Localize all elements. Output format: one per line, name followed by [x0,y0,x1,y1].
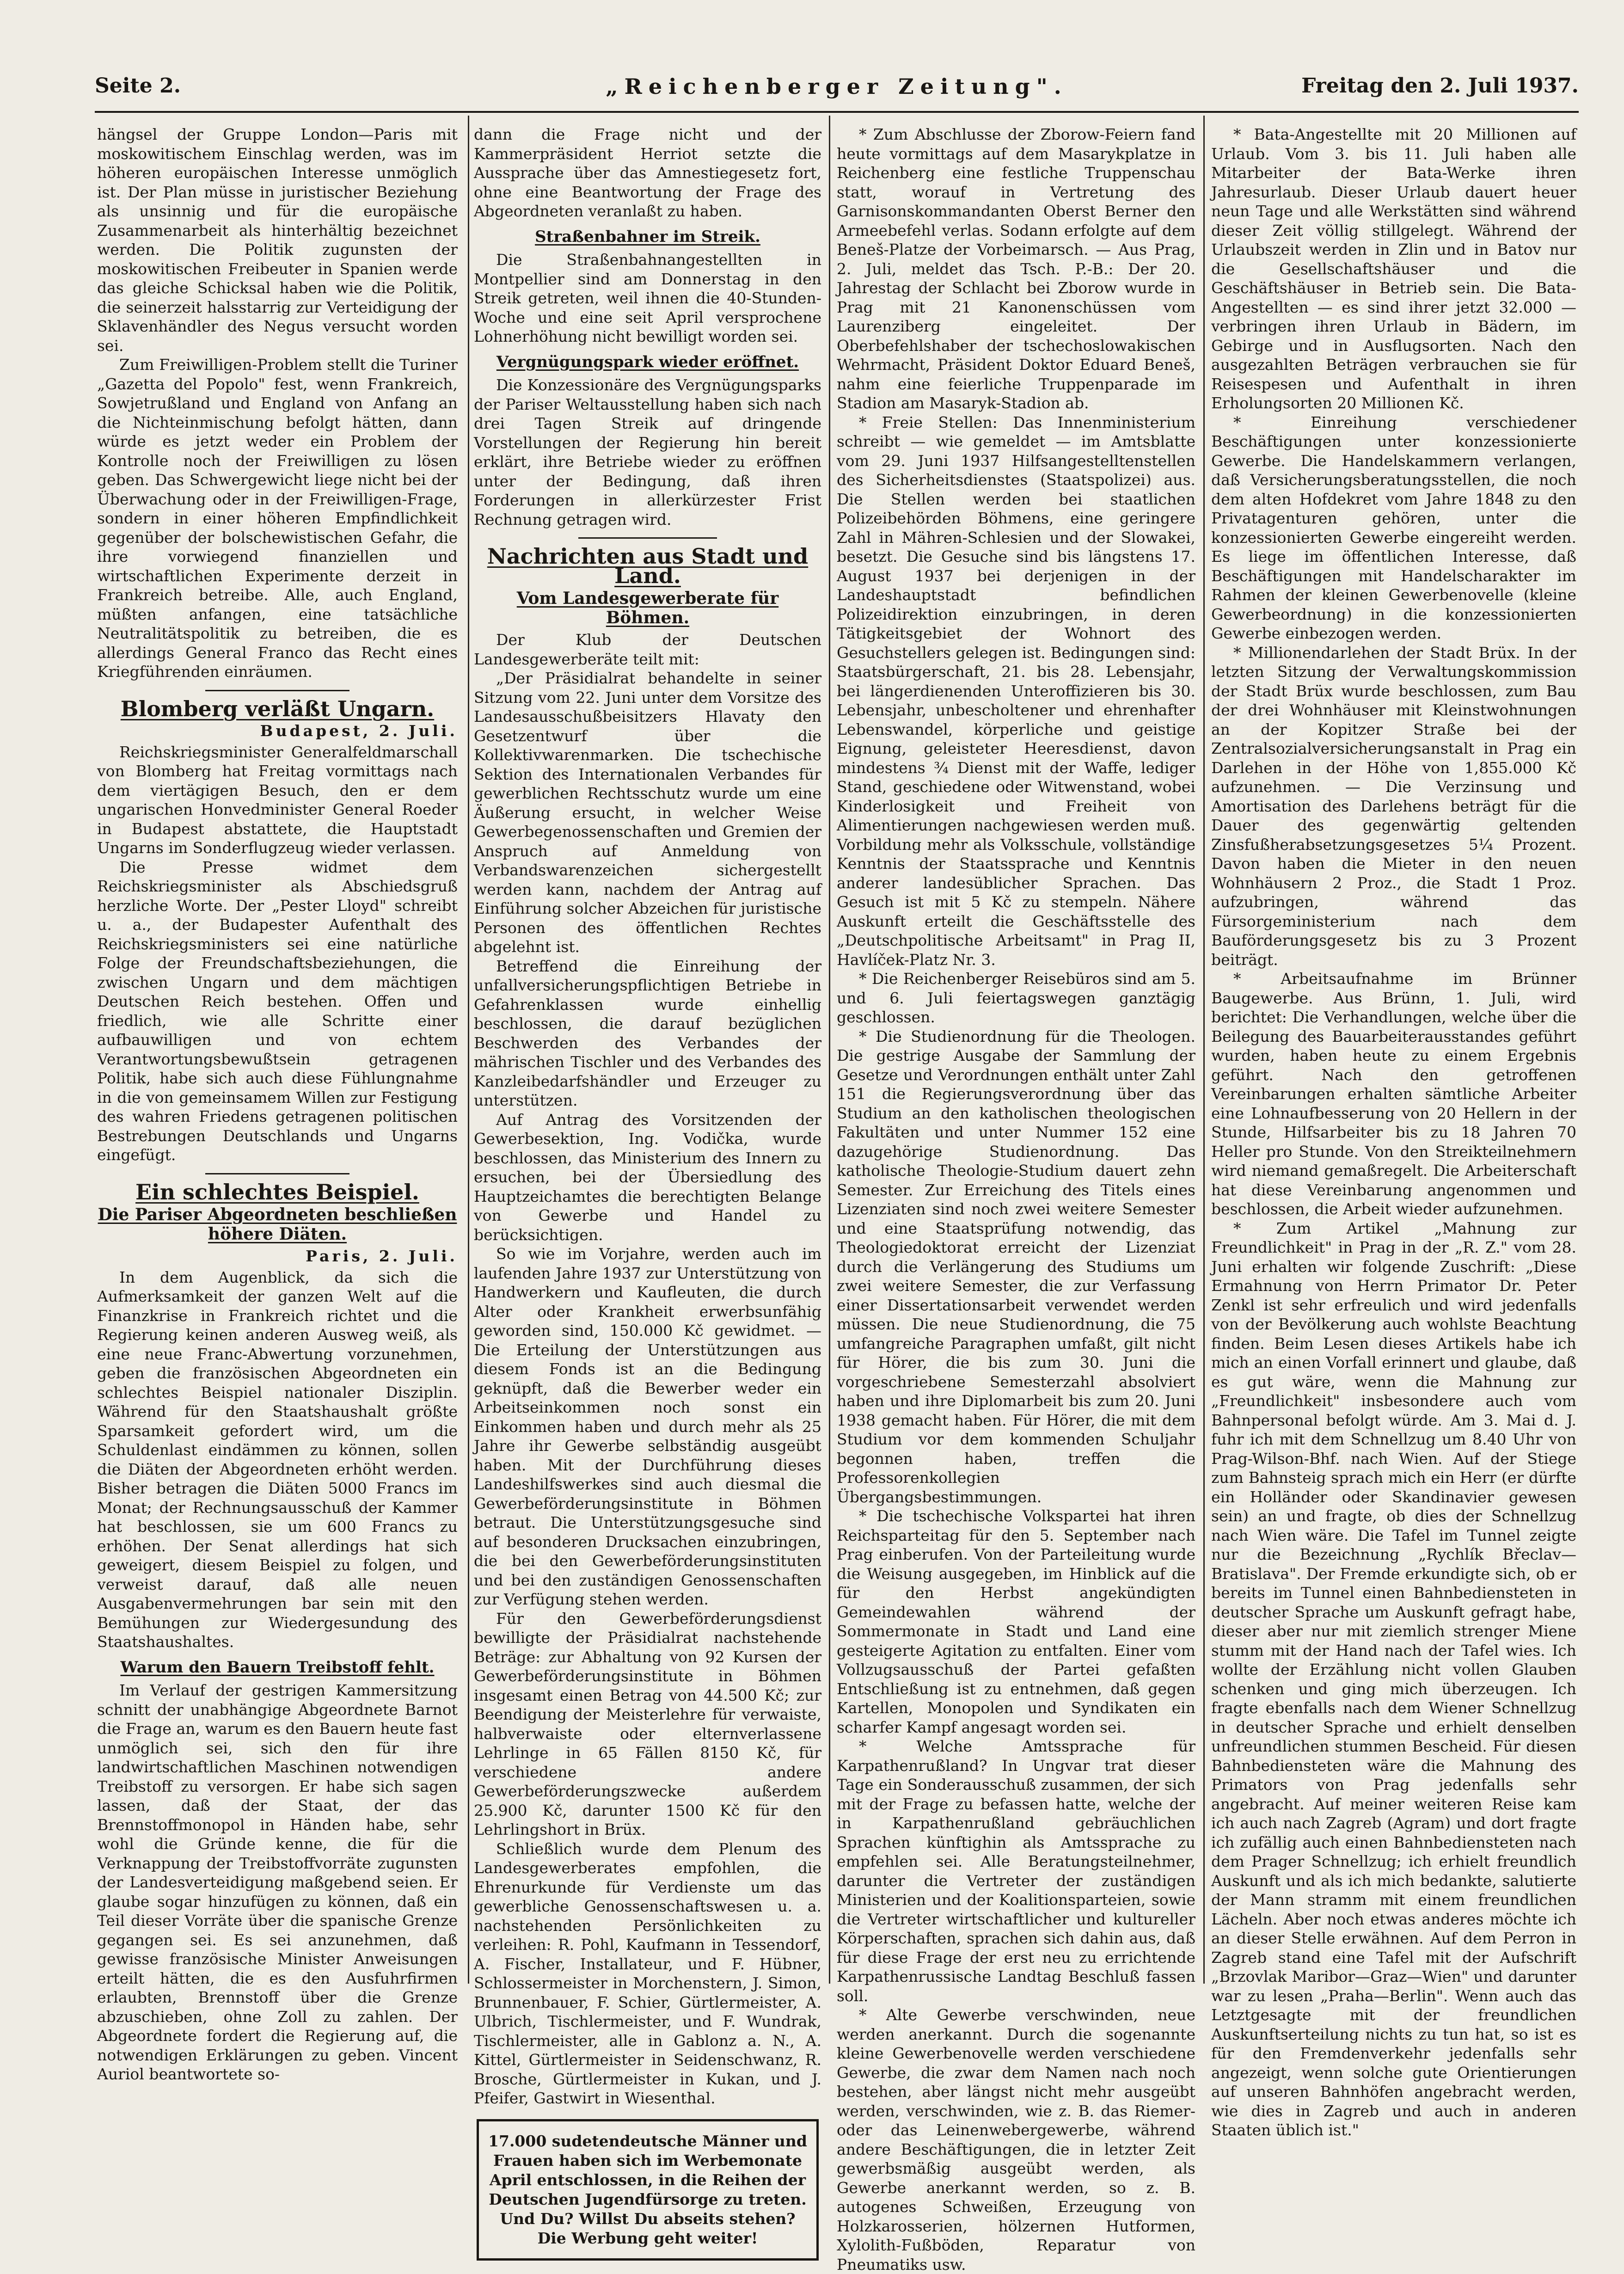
dateline: Paris, 2. Juli. [306,1247,458,1265]
header-rule [95,111,1579,113]
article-text: Im Verlauf der gestrigen Kammersitzung schnitt der unabhängige Abgeordnete Barnot die Frage an, warum es den Bauern heute fast unmöglich sei, sich den für ihre landwirtschaftlichen Maschinen notwendigen Treibstoff zu versorgen. Er habe sich sagen lassen, daß der Staat, der das Brennstoffmonopol in Händen habe, sehr wohl die Gründe kenne, die für die Verknappung der Treibstoffvorräte zugunsten der Landesverteidigung maßgebend seien. Er glaube sogar hinzufügen zu können, daß ein Teil dieser Vorräte über die spanische Grenze gegangen sei. Es sei anzunehmen, daß gewisse französische Minister Anweisungen erteilt hätten, die es den Ausfuhrfirmen erlaubten, Brennstoff über die Grenze abzuschieben, ohne Zoll zu zahlen. Der Abgeordnete fordert die Regierung auf, die notwendigen Erklärungen zu geben. Vincent Auriol beantwortete so- [97,1681,458,2083]
article-text: Die Presse widmet dem Reichskriegsminister als Abschiedsgruß herzliche Worte. Der „Pester Lloyd" schreibt u. a., der Budapester Aufenthalt des Reichskriegsministers sei eine natürliche Folge der Freundschaftsbeziehungen, die zwischen Ungarn und dem mächtigen Deutschen Reich bestehen. Offen und friedlich, wie alle Schritte einer aufbauwilligen und von echtem Verantwortungsbewußtsein getragenen Politik, habe sich auch diese Fühlungnahme in die von gemeinsamem Willen zur Festigung des wahren Friedens getragenen politischen Bestrebungen Deutschlands und Ungarns eingefügt. [97,858,458,1164]
masthead: „Reichenberger Zeitung". [606,74,1068,99]
article-text: Zum Freiwilligen-Problem stellt die Turiner „Gazetta del Popolo" fest, wenn Frankreich, Sowjetrußland und England von Anfang an die Nichteinmischung befolgt hätten, dann würde es jetzt weder ein Problem der Kontrolle noch der Freiwilligen zu lösen geben. Das Schwergewicht liege nicht bei der Überwachung oder in der Freiwilligen-Frage, sondern in einer höheren Empfindlichkeit gegenüber der bolschewistischen Gefahr, die ihre vorwiegend finanziellen und wirtschaftlichen Experimente derzeit in Frankreich betreibe. Alle, auch England, müßten anfangen, eine tatsächliche Neutralitätspolitik zu betreiben, die es allerdings General Franco das Recht eines Kriegführenden einräumen. [97,356,458,681]
section-rule [205,690,349,691]
headline-beispiel: Ein schlechtes Beispiel. [135,1179,419,1205]
news-item: * Zum Abschlusse der Zborow-Feiern fand heute vormittags auf dem Masarykplatze in Reichenberg eine festliche Truppenschau statt, worauf in Vertretung des Garnisonskommandanten Oberst Berner den Armeebefehl verlas. Sodann erfolgte auf dem Beneš-Platze der Vorbeimarsch. — Aus Prag, 2. Juli, meldet das Tsch. P.-B.: Der 20. Jahrestag der Schlacht bei Zborow wurde in Prag mit 21 Kanonenschüssen vom Laurenziberg eingeleitet. Der Oberbefehlshaber der tschechoslowakischen Wehrmacht, Präsident Doktor Eduard Beneš, nahm eine feierliche Truppenparade im Stadion am Masaryk-Stadion ab. [837,125,1195,412]
article-text: Für den Gewerbeförderungsdienst bewilligte der Präsidialrat nachstehende Beträge: zur Abhaltung von 92 Kursen der Gewerbeförderungsinstitute in Böhmen insgesamt einen Betrag von 44.500 Kč; zur Beendigung der Meisterlehre für verwaiste, halbverwaiste oder elternverlassene Lehrlinge in 65 Fällen 8150 Kč, für verschiedene andere Gewerbeförderungszwecke außerdem 25.900 Kč, darunter 1500 Kč für den Lehrlingshort in Brüx. [474,1609,821,1838]
dateline: Budapest, 2. Juli. [260,722,458,740]
headline-treibstoff: Warum den Bauern Treibstoff fehlt. [120,1658,435,1677]
article-text: Schließlich wurde dem Plenum des Landesgewerberates empfohlen, die Ehrenurkunde für Verdienste um das gewerbliche Genossenschaftswesen u. a. nachstehenden Persönlichkeiten zu verleihen: R. Pohl, Kaufmann in Tessendorf, A. Fischer, Installateur, und F. Hübner, Schlossermeister in Morchenstern, J. Simon, Brunnenbauer, F. Schier, Gürtlermeister, A. Ulbrich, Tischlermeister, und F. Wundrak, Tischlermeister, alle in Gablonz a. N., A. Kittel, Gürtlermeister in Seidenschwanz, R. Brosche, Gürtlermeister in Kukan, und J. Pfeifer, Gastwirt in Wiesenthal. [474,1839,821,2107]
news-item: * Alte Gewerbe verschwinden, neue werden anerkannt. Durch die sogenannte kleine Gewerbenovelle werden verschiedene Gewerbe, die zwar dem Namen nach noch bestehen, aber längst nicht mehr ausgeübt werden, verschwinden, wie z. B. das Riemer- oder das Leinenwebergewerbe, während andere Beschäftigungen, die in letzter Zeit gewerbsmäßig ausgeübt werden, als Gewerbe anerkannt werden, so z. B. autogenes Schweißen, Erzeugung von Holzkarosserien, hölzernen Hutformen, Xylolith-Fußböden, Reparatur von Pneumatiks usw. [837,2006,1195,2274]
news-item: * Bata-Angestellte mit 20 Millionen auf Urlaub. Vom 3. bis 11. Juli haben alle Mitarbeiter der Bata-Werke ihren Jahresurlaub. Dieser Urlaub dauert heuer neun Tage und alle Werkstätten sind während dieser Zeit völlig stillgelegt. Während der Urlaubszeit werden in Zlin und in Batov nur die Gesellschaftshäuser und die Geschäftshäuser in Betrieb sein. Die Bata-Angestellten — es sind ihrer jetzt 32.000 — verbringen ihren Urlaub in Bädern, im Gebirge und in Ausflugsorten. Nach den ausgezahlten Beträgen verbrauchen sie für Reisespesen und Aufenthalt in ihren Erholungsorten 20 Millionen Kč. [1211,125,1576,412]
headline-strassenbahner: Straßenbahner im Streik. [535,227,760,246]
article-text: Die Konzessionäre des Vergnügungsparks der Pariser Weltausstellung haben sich nach drei Tagen Streik auf dringende Vorstellungen der Regierung hin bereit erklärt, ihre Betriebe wieder zu eröffnen unter der Bedingung, daß ihren Forderungen in allerkürzester Frist Rechnung getragen wird. [474,376,821,529]
news-item: * Zum Artikel „Mahnung zur Freundlichkeit" in Prag in der „R. Z." vom 28. Juni erhalten wir folgende Zuschrift: „Diese Ermahnung von Herrn Primator Dr. Peter Zenkl ist sehr erfreulich und wird jedenfalls von der Bevölkerung auch wohlste Beachtung finden. Beim Lesen dieses Artikels habe ich mich an einen Vorfall erinnert und glaube, daß es gut wäre, wenn die Mahnung zur „Freundlichkeit" insbesondere auch vom Bahnpersonal befolgt würde. Am 3. Mai d. J. fuhr ich mit dem Schnellzug um 8.40 Uhr von Prag-Wilson-Bhf. nach Wien. Auf der Stiege zum Bahnsteig sprach mich ein Herr (er dürfte ein Holländer oder Skandinavier gewesen sein) an und fragte, ob dies der Schnellzug nach Wien wäre. Die Tafel im Tunnel zeigte nur die Bezeichnung „Rychlík Břeclav—Bratislava". Der Fremde erkundigte sich, ob er bereits im Tunnel einen Bahnbediensteten in deutscher Sprache um Auskunft gefragt habe, dieser aber nur mit ziemlich strenger Miene stumm mit der Hand nach der Tafel wies. Ich wollte der Erzählung nicht vollen Glauben schenken und ging mich überzeugen. Ich fragte ebenfalls nach dem Wiener Schnellzug in deutscher Sprache und erhielt denselben unfreundlichen stummen Bescheid. Für diesen Bahnbediensteten wäre die Mahnung des Primators von Prag jedenfalls sehr angebracht. Auf meiner weiteren Reise kam ich auch nach Zagreb (Agram) und dort fragte ich zufällig auch einen Bahnbediensteten nach dem Prager Schnellzug; ich erhielt freundlich Auskunft und als ich mich bedankte, salutierte der Mann stramm mit einem freundlichen Lächeln. Aber noch etwas anderes möchte ich an dieser Stelle erwähnen. Auf dem Perron in Zagreb stand eine Tafel mit der Aufschrift „Brzovlak Maribor—Graz—Wien" und darunter war zu lesen „Praha—Berlin". Wenn auch das Letztgesagte mit der freundlichen Auskunftserteilung nichts zu tun hat, so ist es für den Fremdenverkehr jedenfalls sehr angezeigt, wenn solche gute Orientierungen auf unseren Bahnhöfen angebracht werden, wie dies in Zagreb und auch in anderen Staaten üblich ist." [1211,1219,1576,2139]
column-2 [474,125,821,2247]
news-item: * Welche Amtssprache für Karpathenrußland? In Ungvar trat dieser Tage ein Sonderausschuß zusammen, der sich mit der Frage zu befassen hatte, welche der in Karpathenrußland gebräuchlichen Sprachen künftighin als Amtssprache zu empfehlen sei. Alle Beratungsteilnehmer, darunter die Vertreter der zuständigen Ministerien und der Koalitionsparteien, sowie die Vertreter wirtschaftlicher und kultureller Körperschaften, sprachen sich dahin aus, daß für diese Frage der erst neu zu errichtende Karpathenrussische Landtag Beschluß fassen soll. [837,1737,1195,2005]
article-text: Der Klub der Deutschen Landesgewerberäte teilt mit: [474,631,821,668]
jugendfuersorge-box: 17.000 sudetendeutsche Männer und Frauen haben sich im Werbemonate April entschlossen, in die Reihen der Deutschen Jugendfürsorge zu treten. Und Du? Willst Du abseits stehen? Die Werbung geht weiter! [477,2119,819,2261]
article-text: hängsel der Gruppe London—Paris mit moskowitischem Einschlag werden, was im höheren europäischen Interesse unmöglich ist. Der Plan müsse in juristischer Beziehung als unsinnig und für die europäische Zusammenarbeit als hinterhältig bezeichnet werden. Die Politik zugunsten der moskowitischen Freibeuter in Spanien werde das gleiche Schicksal haben wie die Politik, die seinerzeit halsstarrig zur Verteidigung der Sklavenhändler des Negus versucht worden sei. [97,125,458,355]
news-item: * Einreihung verschiedener Beschäftigungen unter konzessionierte Gewerbe. Die Handelskammern verlangen, daß Versicherungsberatungsstellen, die noch dem alten Hofdekret vom Jahre 1848 zu den Privatagenturen gehören, unter die konzessionierten Gewerbe eingereiht werden. Es liege im öffentlichen Interesse, daß Beschäftigungen mit Handelscharakter im Rahmen der kleinen Gewerbenovelle (kleine Gewerbeordnung) in die konzessionierten Gewerbe einbezogen werden. [1211,413,1576,642]
article-text: In dem Augenblick, da sich die Aufmerksamkeit der ganzen Welt auf die Finanzkrise in Frankreich richtet und die Regierung keinen anderen Ausweg weiß, als eine neue Franc-Abwertung vorzunehmen, geben die französischen Abgeordneten ein schlechtes Beispiel nationaler Disziplin. Während für den Staatshaushalt größte Sparsamkeit gefordert wird, um die Schuldenlast eindämmen zu können, sollen die Diäten der Abgeordneten erhöht werden. Bisher betragen die Diäten 5000 Francs im Monat; der Rechnungsausschuß der Kammer hat beschlossen, sie um 600 Francs zu erhöhen. Der Senat allerdings hat sich geweigert, diesem Beispiel zu folgen, und verweist darauf, daß alle neuen Ausgabenvermehrungen bar sein mit den Bemühungen zur Wiedergesundung des Staatshaushaltes. [97,1268,458,1651]
article-text: „Der Präsidialrat behandelte in seiner Sitzung vom 22. Juni unter dem Vorsitze des Landesausschußbeisitzers Hlavaty den Gesetzentwurf über die Kollektivwarenmarken. Die tschechische Sektion des Internationalen Verbandes für gewerblichen Rechtsschutz wurde um eine Äußerung ersucht, in welcher Weise Gewerbegenossenschaften und Gremien der Anspruch auf Anmeldung von Verbandswarenzeichen sichergestellt werden kann, nachdem der Antrag auf Einführung solcher Abzeichen für juristische Personen des öffentlichen Rechtes abgelehnt ist. [474,669,821,956]
news-item: * Die Studienordnung für die Theologen. Die gestrige Ausgabe der Sammlung der Gesetze und Verordnungen enthält unter Zahl 151 die Regierungsverordnung über das Studium an den katholischen theologischen Fakultäten und unter Nummer 152 eine dazugehörige Studienordnung. Das katholische Theologie-Studium dauert zehn Semester. Zur Erreichung des Titels eines Lizenziaten sind noch zwei weitere Semester und eine Staatsprüfung notwendig, das Theologiedoktorat erreicht der Lizenziat durch die Verlängerung des Studiums um zwei weitere Semester, die zur Verfassung einer Dissertationsarbeit verwendet werden müssen. Die neue Studienordnung, die 75 umfangreiche Paragraphen umfaßt, gilt nicht für Hörer, die bis zum 30. Juni die vorgeschriebene Semesterzahl absolviert haben und ihre Diplomarbeit bis zum 20. Juni 1938 gemacht haben. Für Hörer, die mit dem Studium vor dem kommenden Schuljahr begonnen haben, treffen die Professorenkollegien Übergangsbestimmungen. [837,1027,1195,1506]
article-text: Reichskriegsminister Generalfeldmarschall von Blomberg hat Freitag vormittags nach dem viertägigen Besuch, den er dem ungarischen Honvedminister General Roeder in Budapest abstattete, die Hauptstadt Ungarns im Sonderflugzeug wieder verlassen. [97,743,458,857]
article-text: Betreffend die Einreihung der unfallversicherungspflichtigen Betriebe in Gefahrenklassen wurde einhellig beschlossen, die darauf bezüglichen Beschwerden des Verbandes der mährischen Tischler und des Verbandes des Kanzleibedarfshändler und Erzeuger zu unterstützen. [474,957,821,1109]
article-text: Auf Antrag des Vorsitzenden der Gewerbesektion, Ing. Vodička, wurde beschlossen, das Ministerium des Innern zu ersuchen, bei der Übersiedlung des Hauptzeichamtes die berechtigten Belange von Gewerbe und Handel zu berücksichtigen. [474,1110,821,1244]
column-3 [837,125,1195,2274]
column-rule [1203,116,1205,1984]
column-4 [1211,125,1576,2139]
column-1 [97,125,458,2083]
headline-landesgewerberat: Vom Landesgewerberate für Böhmen. [516,589,779,627]
page-number: Seite 2. [95,74,181,98]
page-header [95,74,1579,106]
news-item: * Die tschechische Volkspartei hat ihren Reichsparteitag für den 5. September nach Prag einberufen. Von der Parteileitung wurde die Weisung ausgegeben, im Hinblick auf die für den Herbst angekündigten Gemeindewahlen während der Sommermonate in Stadt und Land eine gesteigerte Agitation zu entfalten. Einer vom Vollzugsausschuß der Partei gefaßten Entschließung ist zu entnehmen, daß gegen Kartellen, Monopolen und Syndikaten ein scharfer Kampf angesagt worden sei. [837,1507,1195,1736]
column-rule [468,116,469,1984]
section-rule [205,1173,349,1174]
issue-date: Freitag den 2. Juli 1937. [1301,74,1579,98]
section-rule [578,537,717,539]
article-text: So wie im Vorjahre, werden auch im laufenden Jahre 1937 zur Unterstützung von Handwerkern und Kaufleuten, die durch Alter oder Krankheit erwerbsunfähig geworden sind, 150.000 Kč gewidmet. — Die Erteilung der Unterstützungen aus diesem Fonds ist an die Bedingung geknüpft, daß die Bewerber weder ein Arbeitseinkommen noch sonst ein Einkommen haben und durch mehr als 25 Jahre ihr Gewerbe selbständig ausgeübt haben. Mit der Durchführung dieses Landeshilfswerkes sind auch diesmal die Gewerbeförderungsinstitute in Böhmen betraut. Die Unterstützungsgesuche sind auf besonderen Drucksachen einzubringen, die bei den Gewerbeförderungsinstituten und bei den zuständigen Genossenschaften zur Verfügung stehen werden. [474,1245,821,1608]
headline-vergnuegungspark: Vergnügungspark wieder eröffnet. [496,352,799,371]
news-item: * Die Reichenberger Reisebüros sind am 5. und 6. Juli feiertagswegen ganztägig geschlossen. [837,970,1195,1026]
article-text: Die Straßenbahnangestellten in Montpellier sind am Donnerstag in den Streik getreten, weil ihnen die 40-Stunden-Woche und eine seit April versprochene Lohnerhöhung nicht bewilligt worden sei. [474,251,821,345]
news-item: * Freie Stellen: Das Innenministerium schreibt — wie gemeldet — im Amtsblatte vom 29. Juni 1937 Hilfsangestelltenstellen des Sicherheitsdienstes (Staatspolizei) aus. Die Stellen werden bei staatlichen Polizeibehörden Böhmens, eine geringere Zahl in Mähren-Schlesien und der Slowakei, besetzt. Die Gesuche sind bis längstens 17. August 1937 bei derjenigen in der Landeshauptstadt befindlichen Polizeidirektion einzubringen, in deren Tätigkeitsgebiet der Wohnort des Gesuchstellers gelegen ist. Bedingungen sind: Staatsbürgerschaft, 21. bis 28. Lebensjahr, bei längerdienenden Unteroffizieren bis 30. Lebensjahr, unbescholtener und ehrenhafter Lebenswandel, körperliche und geistige Eignung, geleisteter Heeresdienst, davon mindestens ¾ Dienst mit der Waffe, lediger Stand, geschiedene oder Witwenstand, wobei Kinderlosigkeit und Freiheit von Alimentierungen nachgewiesen werden muß. Vorbildung mehr als Volksschule, vollständige Kenntnis der Staatssprache und Kenntnis anderer landesüblicher Sprachen. Das Gesuch ist mit 5 Kč zu stempeln. Nähere Auskunft erteilt die Geschäftsstelle des „Deutschpolitische Arbeitsamt" in Prag II, Havlíček-Platz Nr. 3. [837,413,1195,969]
section-heading-stadt-land: Nachrichten aus Stadt und Land. [487,544,809,588]
news-item: * Millionendarlehen der Stadt Brüx. In der letzten Sitzung der Verwaltungskommission der Stadt Brüx wurde beschlossen, zum Bau der drei Wohnhäuser mit Kleinstwohnungen an der Kopitzer Straße bei der Zentralsozialversicherungsanstalt in Prag ein Darlehen in der Höhe von 1,855.000 Kč aufzunehmen. — Die Verzinsung und Amortisation des Darlehens beträgt für die Dauer des gegenwärtig geltenden Zinsfußherabsetzungsgesetzes 5¼ Prozent. Davon haben die Mieter in den neuen Wohnhäusern 2 Proz., die Stadt 1 Proz. aufzubringen, während das Fürsorgeministerium nach dem Bauförderungsgesetz bis zu 3 Prozent beiträgt. [1211,643,1576,969]
headline-blomberg: Blomberg verläßt Ungarn. [120,696,435,721]
subheadline-diaeten: Die Pariser Abgeordneten beschließen höhere Diäten. [98,1205,457,1244]
article-text: dann die Frage nicht und der Kammerpräsident Herriot setzte die Aussprache über das Amnestiegesetz fort, ohne eine Beantwortung der Frage des Abgeordneten veranlaßt zu haben. [474,125,821,220]
column-rule [829,116,830,1984]
news-item: * Arbeitsaufnahme im Brünner Baugewerbe. Aus Brünn, 1. Juli, wird berichtet: Die Verhandlungen, welche über die Beilegung des Bauarbeiterausstandes geführt wurden, haben heute zu einem Ergebnis geführt. Nach den getroffenen Vereinbarungen erhalten sämtliche Arbeiter eine Lohnaufbesserung von 20 Hellern in der Stunde, Hilfsarbeiter bis zu 18 Jahren 70 Heller pro Stunde. Von den Streikteilnehmern wird niemand gemaßregelt. Die Arbeiterschaft hat diese Vereinbarung angenommen und beschlossen, die Arbeit wieder aufzunehmen. [1211,970,1576,1218]
